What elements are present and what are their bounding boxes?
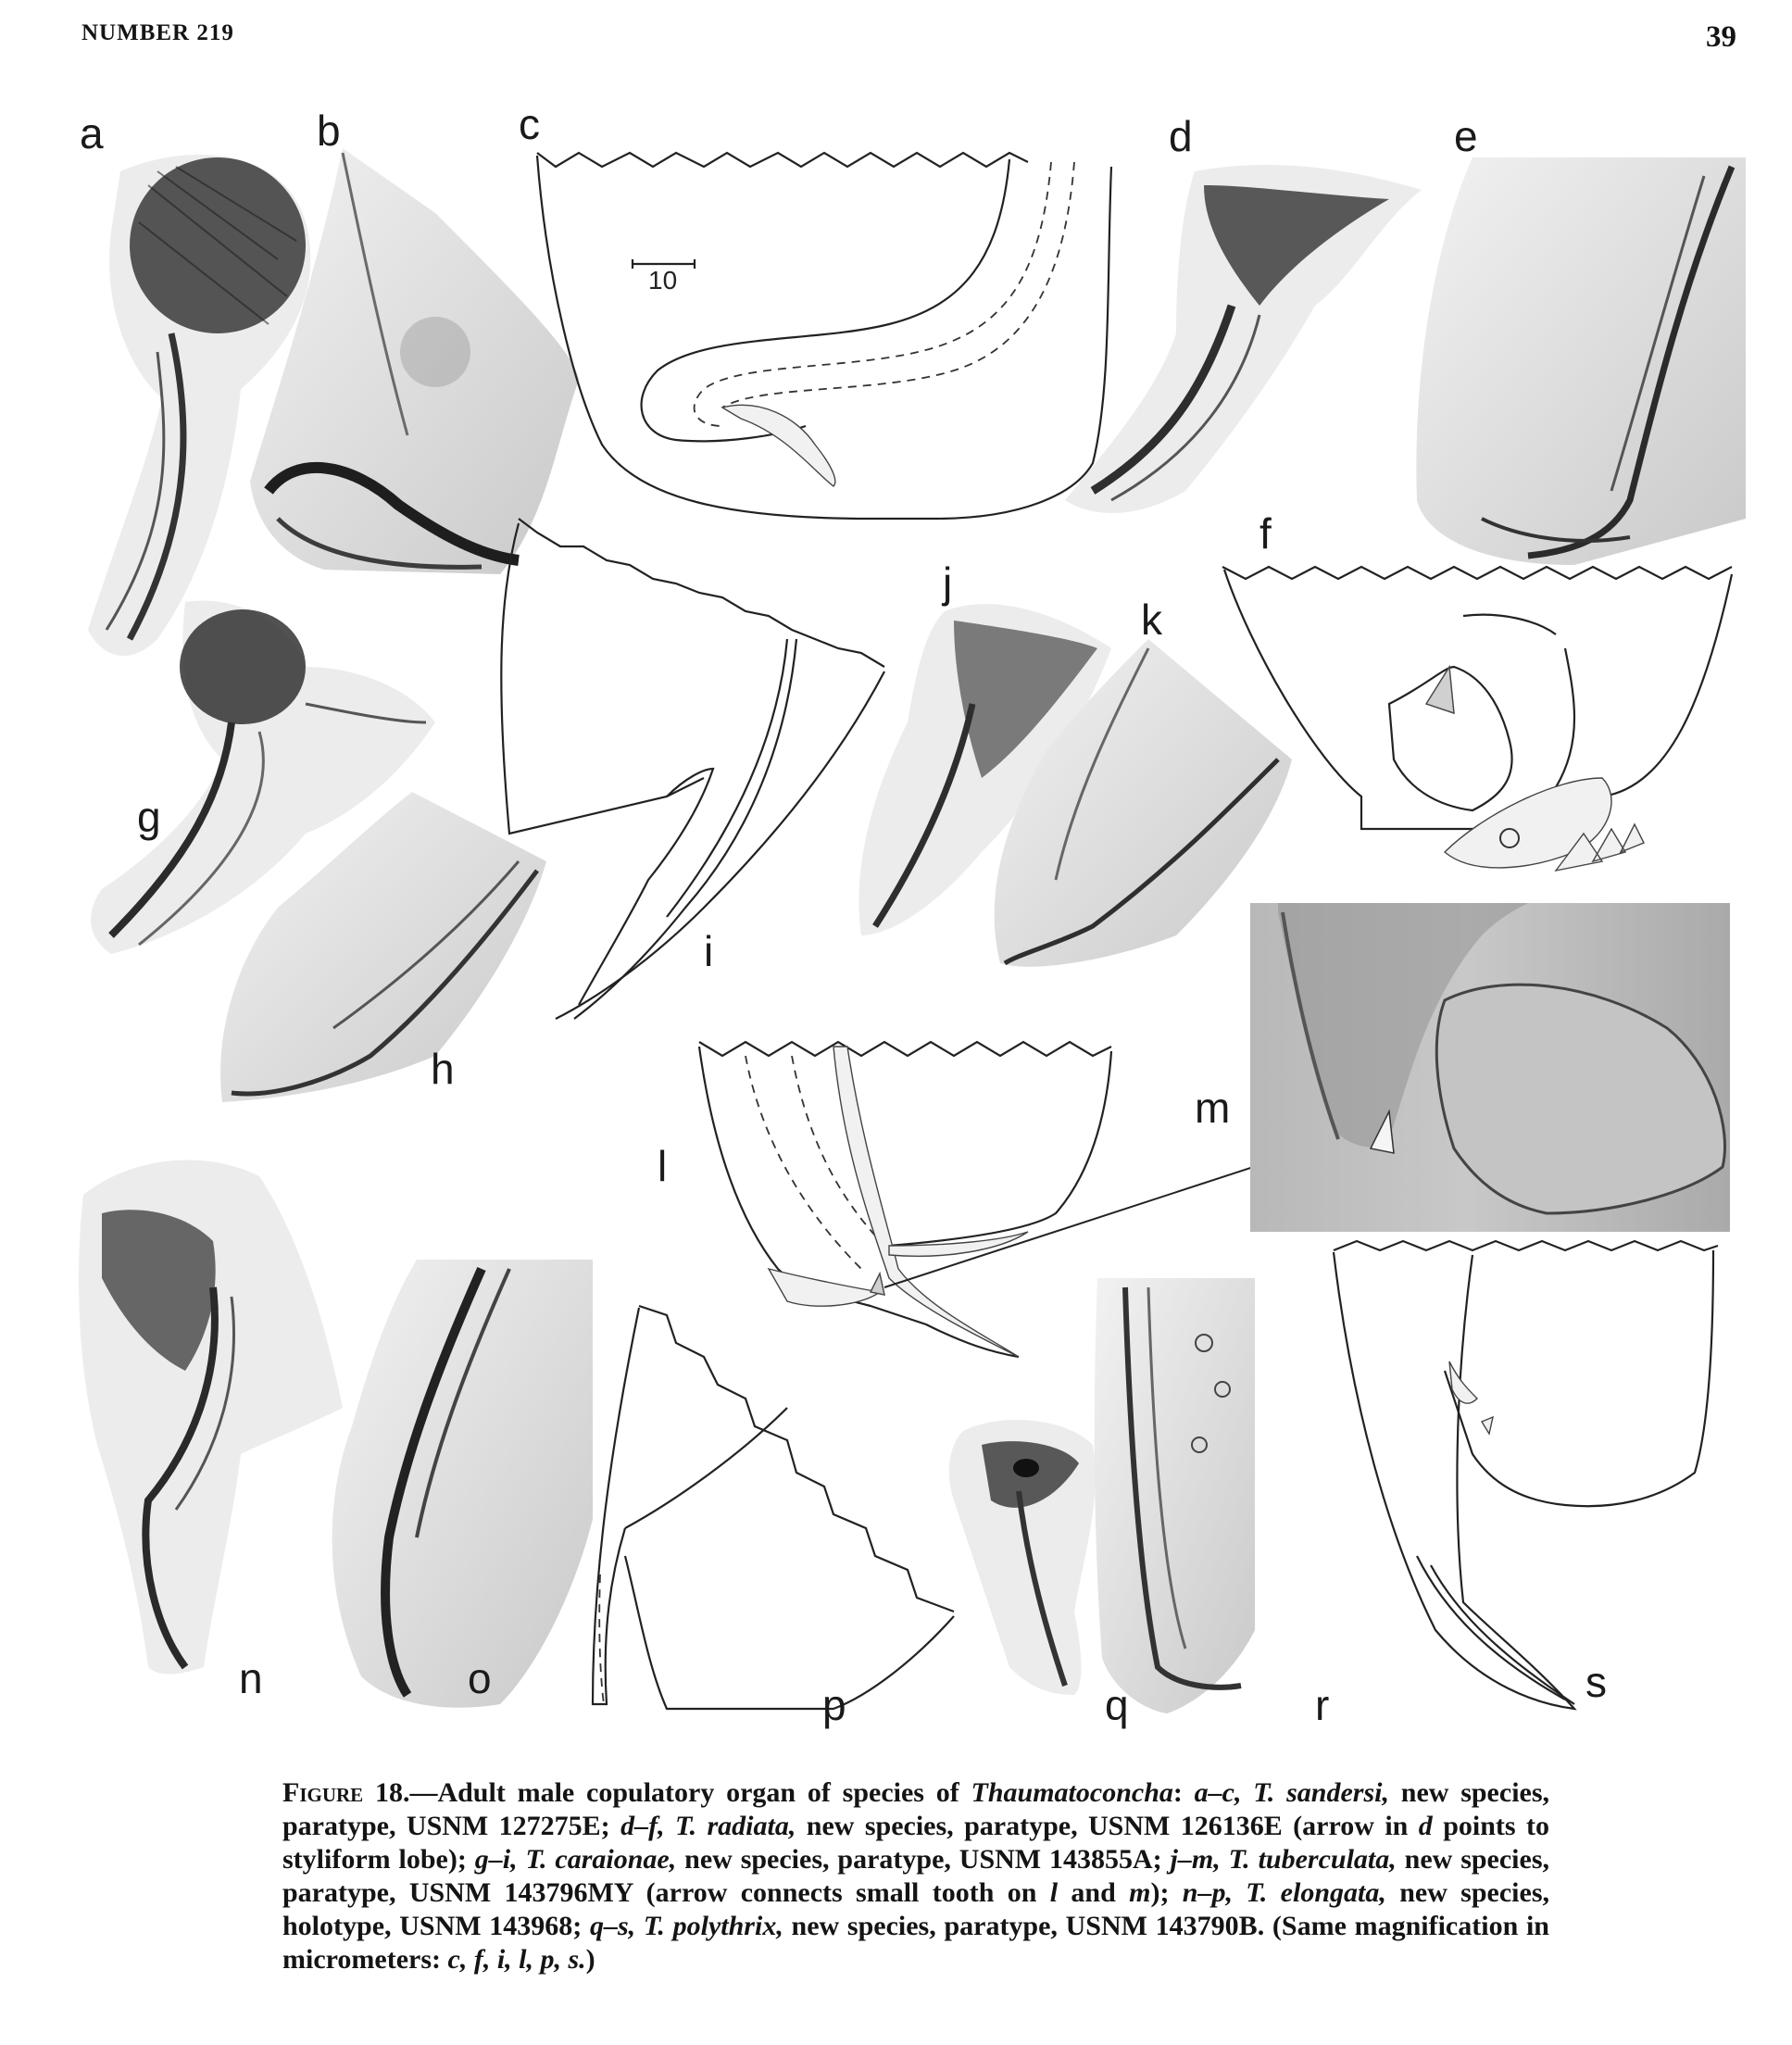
panel-label-c: c [519, 100, 540, 148]
panel-label-f: f [1259, 509, 1272, 558]
panel-label-o: o [468, 1654, 492, 1702]
panel-n-photo [79, 1161, 343, 1675]
panel-label-a: a [80, 109, 104, 157]
panel-label-d: d [1169, 112, 1193, 160]
caption-run: Thaumatoconcha [971, 1777, 1173, 1808]
panel-label-q: q [1105, 1681, 1129, 1729]
panel-p-drawing [593, 1306, 954, 1709]
caption-run: new species, paratype, USNM 126136E (arrow in [796, 1811, 1419, 1841]
caption-run: new species, holotype, USNM 143968; [282, 1877, 1549, 1941]
panel-c-scale-bar: 10 [648, 266, 678, 295]
panel-label-s: s [1585, 1658, 1607, 1706]
panel-label-k: k [1141, 596, 1162, 644]
panel-m-photo [1250, 903, 1730, 1232]
panel-label-l: l [658, 1142, 668, 1190]
panel-label-p: p [822, 1681, 846, 1729]
caption-run: l [1049, 1877, 1059, 1908]
panel-label-e: e [1454, 112, 1478, 160]
caption-run: ) [585, 1944, 595, 1975]
caption-run: new species, paratype, USNM 143855A; [676, 1844, 1171, 1875]
panel-s-drawing [1334, 1241, 1718, 1709]
running-header: NUMBER 219 [81, 20, 234, 45]
panel-c-drawing [537, 153, 1111, 519]
figure-caption [282, 1776, 1549, 1976]
panel-o-photo [332, 1260, 593, 1708]
panel-r-photo [1095, 1278, 1255, 1713]
caption-run: new species, paratype, USNM 127275E; [282, 1777, 1550, 1841]
caption-run: g–i, T. caraionae, [474, 1844, 677, 1875]
panel-label-b: b [317, 107, 341, 155]
panel-f-drawing [1222, 567, 1732, 871]
panel-label-m: m [1195, 1084, 1231, 1132]
panel-label-j: j [943, 558, 953, 607]
panel-e-photo [1416, 157, 1746, 565]
caption-figure-label: Figure 18. [282, 1777, 410, 1808]
caption-run: d–f, T. radiata, [620, 1811, 796, 1841]
panel-label-g: g [137, 793, 161, 841]
panel-q-photo [949, 1420, 1096, 1695]
caption-run: q–s, T. polythrix, [589, 1911, 783, 1941]
caption-run: new species, paratype, USNM 143790B. (Same magnification in micrometers: [282, 1911, 1549, 1975]
panel-d-photo [1065, 165, 1422, 513]
panel-label-h: h [431, 1045, 455, 1093]
caption-body [282, 1777, 1549, 1975]
panel-label-n: n [239, 1654, 263, 1702]
panel-label-r: r [1315, 1681, 1330, 1729]
caption-run: a–c, T. sandersi, [1194, 1777, 1389, 1808]
caption-run: ); [1150, 1877, 1183, 1908]
caption-run: d [1418, 1811, 1433, 1841]
panel-i-drawing [501, 519, 884, 1019]
caption-run: new species, paratype, USNM 143796MY (arrow connects small tooth on [282, 1844, 1550, 1908]
panel-label-i: i [704, 927, 714, 975]
caption-run: m [1129, 1877, 1151, 1908]
caption-run: n–p, T. elongata, [1182, 1877, 1386, 1908]
caption-run: and [1058, 1877, 1130, 1908]
caption-run: —Adult male copulatory organ of species of [409, 1777, 971, 1808]
caption-run: : [1172, 1777, 1195, 1808]
page-number: 39 [1706, 20, 1736, 54]
caption-run: c, f, i, l, p, s. [447, 1944, 586, 1975]
caption-run: points to styliform lobe); [282, 1811, 1549, 1875]
caption-run: j–m, T. tuberculata, [1170, 1844, 1397, 1875]
